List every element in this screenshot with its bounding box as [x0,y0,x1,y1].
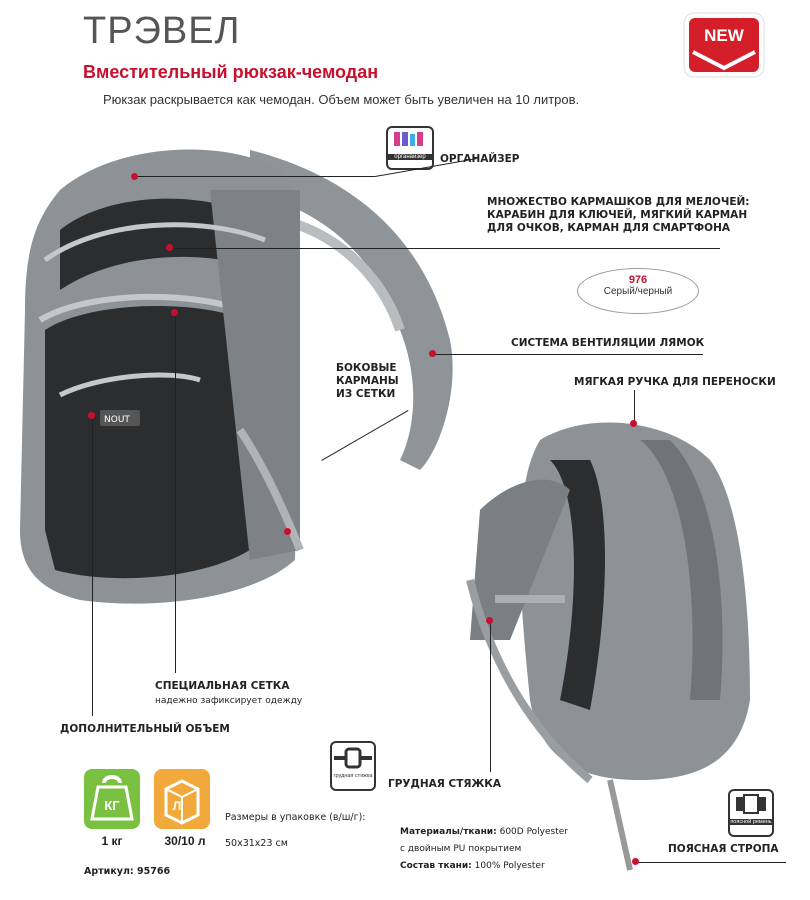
backpack-front-image [0,130,480,650]
package-size-label: Размеры в упаковке (в/ш/г): [225,812,366,823]
pockets-label-line-2: КАРАБИН ДЛЯ КЛЮЧЕЙ, МЯГКИЙ КАРМАН [487,209,748,221]
volume-value: 30/10 л [164,834,206,848]
materials-block [400,824,568,875]
ventilation-marker [429,350,436,357]
new-badge-text: NEW [704,26,744,45]
waist-strap-label: ПОЯСНАЯ СТРОПА [668,843,779,855]
waist-strap-icon [728,789,774,837]
side-pockets-label [336,362,399,401]
article-number: Артикул: 95766 [84,866,171,877]
pockets-label-line-3: ДЛЯ ОЧКОВ, КАРМАН ДЛЯ СМАРТФОНА [487,222,731,234]
weight-icon-text: КГ [104,798,120,813]
handle-marker [630,420,637,427]
chest-strap-icon [330,741,376,791]
volume-icon-text: Л [172,799,182,813]
materials-value: 600D Polyester [499,827,568,837]
color-code: 976 [628,274,648,286]
extra-volume-label: ДОПОЛНИТЕЛЬНЫЙ ОБЪЕМ [60,723,230,735]
special-mesh-label: СПЕЦИАЛЬНАЯ СЕТКА [155,680,290,692]
organizer-marker [131,173,138,180]
chest-strap-label: ГРУДНАЯ СТЯЖКА [388,778,502,790]
package-size-value: 50х31х23 см [225,838,288,849]
side-pockets-label-line-1: БОКОВЫЕ [336,362,397,374]
color-swatch [577,268,699,314]
volume-icon [154,769,210,829]
product-subtitle: Вместительный рюкзак-чемодан [83,62,379,82]
side-pockets-label-line-3: ИЗ СЕТКИ [336,388,396,400]
materials-value-line-2: с двойным PU покрытием [400,844,522,854]
svg-text:NOUT: NOUT [104,415,130,425]
side-pockets-marker [284,528,291,535]
handle-label: МЯГКАЯ РУЧКА ДЛЯ ПЕРЕНОСКИ [574,376,776,388]
special-mesh-note: надежно зафиксирует одежду [155,696,303,706]
product-description: Рюкзак раскрывается как чемодан. Объем может быть увеличен на 10 литров. [103,92,580,107]
organizer-icon-caption: органайзер [388,154,432,160]
ventilation-label: СИСТЕМА ВЕНТИЛЯЦИИ ЛЯМОК [511,337,705,349]
waist-strap-icon-caption: поясной ремень [730,819,772,825]
special-mesh-marker [171,309,178,316]
weight-value: 1 кг [101,834,123,848]
organizer-label: ОРГАНАЙЗЕР [440,153,520,165]
pockets-label-line-1: МНОЖЕСТВО КАРМАШКОВ ДЛЯ МЕЛОЧЕЙ: [487,196,750,208]
chest-strap-marker [486,617,493,624]
composition-label: Состав ткани: [400,861,472,871]
materials-label: Материалы/ткани: [400,827,497,837]
pockets-label [487,196,750,235]
pockets-marker [166,244,173,251]
weight-icon [84,769,140,829]
composition-value: 100% Polyester [474,861,545,871]
extra-volume-marker [88,412,95,419]
waist-strap-marker [632,858,639,865]
chest-strap-icon-caption: грудная стяжка [333,773,373,779]
side-pockets-label-line-2: КАРМАНЫ [336,375,399,387]
color-name: Серый/черный [603,286,673,297]
product-title: ТРЭВЕЛ [83,10,241,52]
new-badge [683,12,765,78]
